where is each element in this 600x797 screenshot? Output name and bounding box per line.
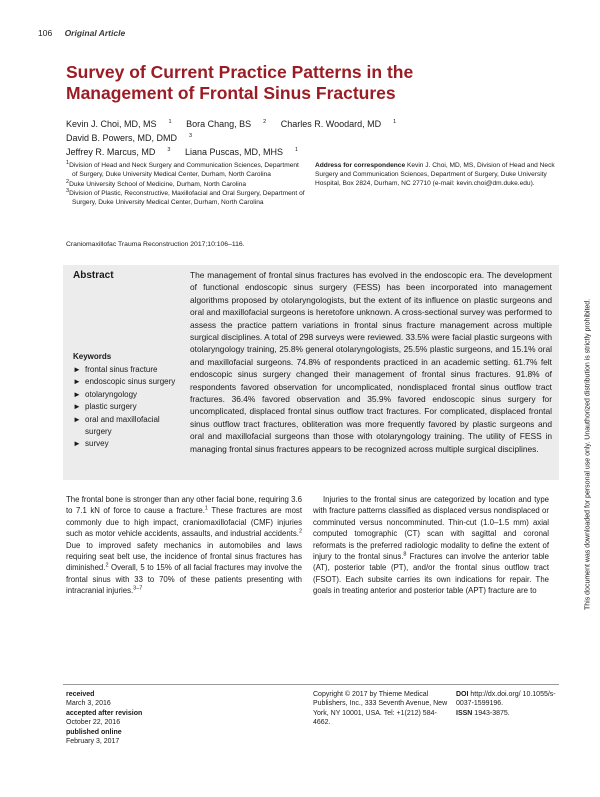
keyword: ► plastic surgery xyxy=(73,401,181,413)
footer-rule xyxy=(63,684,559,685)
abstract-heading: Abstract xyxy=(73,270,114,281)
body-paragraph: Injuries to the frontal sinus are categorized by location and type with fracture patterns classified as displaced versus nondisplaced or comminuted versus noncomminuted. Thin-cut (1.0–1.5 mm) axial computed tomographic (CT) scan with sagittal and coronal reformats is the preferred radiologic modality to define the extent of injury to the frontal sinus.$^8$ Fractures can involve the anterior table (AT), posterior table (PT), and/or the frontal sinus outflow tract (FSOT). Each subsite carries its own indications for repair. The goals in treating anterior and posterior table (APT) fracture are to xyxy=(313,495,549,596)
author: David B. Powers, MD, DMD $^3$ xyxy=(66,133,193,143)
correspondence-label: Address for correspondence xyxy=(315,162,406,169)
keyword: ► endoscopic sinus surgery xyxy=(73,376,181,388)
author: Liana Puscas, MD, MHS $^1$ xyxy=(184,147,299,157)
author-list xyxy=(66,117,536,159)
author: Jeffrey R. Marcus, MD $^3$ xyxy=(66,147,171,157)
keyword: ► survey xyxy=(73,438,181,450)
journal-citation: Craniomaxillofac Trauma Reconstruction 2017;10:106–116. xyxy=(66,241,245,248)
body-column-left xyxy=(66,494,302,597)
author: Bora Chang, BS $^2$ xyxy=(186,119,267,129)
affiliation: $^3$Division of Plastic, Reconstructive, Maxillofacial and Oral Surgery, Department of Surgery, Duke University Medical Center, Durham, North Carolina xyxy=(66,188,305,207)
affiliation: $^1$Division of Head and Neck Surgery and Communication Sciences, Department of Surgery, Duke University Medical Center, Durham, North Carolina xyxy=(66,159,299,178)
article-title: Survey of Current Practice Patterns in the Management of Frontal Sinus Fractures xyxy=(66,62,414,103)
arrow-icon: ► xyxy=(73,414,81,424)
keyword: ► frontal sinus fracture xyxy=(73,364,181,376)
keyword: ► oral and maxillofacial surgery xyxy=(73,414,160,437)
running-header xyxy=(38,28,125,38)
arrow-icon: ► xyxy=(73,439,81,449)
body-paragraph: The frontal bone is stronger than any other facial bone, requiring 3.6 to 7.1 kN of force to cause a fracture.$^1$ These fractures are most commonly due to high impact, craniomaxillofacial (CMF) injuries such as motor vehicle accidents, assaults, and industrial accidents.$^2$ Due to improved safety mechanics in automobiles and laws requiring seat belt use, the incidence of frontal sinus fractures has diminished.$^2$ Overall, 5 to 15% of all facial fractures may involve the frontal sinus with 33 to 70% of these patients presenting with intracranial injuries.$^{3-7}$ xyxy=(66,495,302,596)
keyword: ► otolaryngology xyxy=(73,389,181,401)
article-dates: received March 3, 2016 accepted after revision October 22, 2016 published online February 3, 2017 xyxy=(66,691,143,746)
page-number: 106 xyxy=(38,28,53,38)
correspondence-text: Kevin J. Choi, MD, MS, Division of Head and Neck Surgery and Communication Sciences, Department of Surgery, Duke University Hospital, Box 2824, Durham, NC 27710 (e-mail: kevin.choi@dm.duke.edu). xyxy=(315,162,555,187)
affiliation: $^2$Duke University School of Medicine, Durham, North Carolina xyxy=(66,178,247,188)
section-label: Original Article xyxy=(64,28,126,38)
author: Charles R. Woodard, MD $^1$ xyxy=(280,119,397,129)
keywords-heading: Keywords xyxy=(73,352,112,361)
side-notice: This document was downloaded for personal use only. Unauthorized distribution is strictly prohibited. xyxy=(584,298,592,610)
affiliations xyxy=(66,159,306,209)
keyword-list xyxy=(73,364,181,451)
copyright-notice: Copyright © 2017 by Thieme Medical Publishers, Inc., 333 Seventh Avenue, New York, NY 10001, USA. Tel: +1(212) 584-4662. xyxy=(313,691,448,727)
doi-block: DOI http://dx.doi.org/ 10.1055/s-0037-1599196. ISSN 1943-3875. xyxy=(456,691,556,717)
abstract-text: The management of frontal sinus fractures has evolved in the endoscopic era. The development of functional endoscopic sinus surgery (FESS) has been incorporated into management algorithms proposed by otolaryngologists, but the extent of its influence on plastic surgeons and oral and maxillofacial surgeons is heretofore unknown. A cross-sectional survey was performed to assess the practice pattern variations in frontal sinus fracture management across multiple surgical disciplines. A total of 298 surveys were reviewed. 33.5% were facial plastic surgeons with otolaryngology training, 25.8% general otolaryngologists, 25.5% plastic surgeons, and 15.1% oral and maxillofacial surgeons. 74.8% of respondents practiced in an academic setting. 61.7% felt endoscopic sinus surgery changed their management of frontal sinus fractures. 91.8% of respondents favored observation for uncomplicated, nondisplaced frontal sinus outflow tract fractures. 36.4% favored observation and 35.9% favored endoscopic sinus surgery for uncomplicated, displaced frontal sinus outflow tract fractures. For complicated, displaced frontal sinus outflow tract fractures, obliteration was more frequently favored by plastic surgeons and oral and maxillofacial surgeons than those with otolaryngology training. The utility of FESS in managing frontal sinus fractures appears to be recognized across multiple surgical disciplines. xyxy=(190,270,552,454)
arrow-icon: ► xyxy=(73,365,81,374)
doi-link[interactable]: http://dx.doi.org/ 10.1055/s-0037-1599196. xyxy=(456,691,556,708)
body-column-right xyxy=(313,494,549,597)
arrow-icon: ► xyxy=(73,402,81,412)
arrow-icon: ► xyxy=(73,377,81,387)
arrow-icon: ► xyxy=(73,389,81,399)
correspondence xyxy=(315,162,555,188)
author: Kevin J. Choi, MD, MS $^1$ xyxy=(66,119,172,129)
